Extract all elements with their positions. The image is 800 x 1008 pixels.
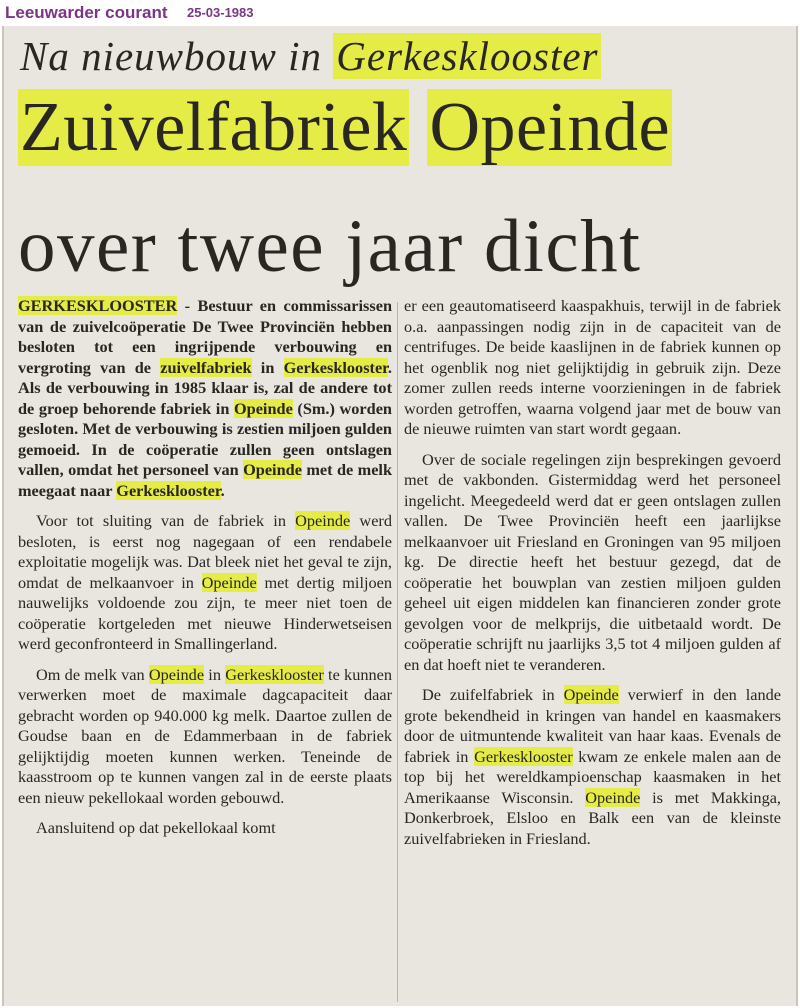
highlight-term: Gerkesklooster [116, 480, 221, 500]
headline-word-highlight-1: Zuivelfabriek [20, 89, 408, 166]
body-paragraph [18, 665, 392, 809]
highlight-term: Gerkesklooster [474, 746, 573, 766]
highlight-term: Opeinde [243, 460, 302, 479]
body-text: Aansluitend op dat pekellokaal komt [36, 818, 276, 837]
headline-word-highlight-2: Opeinde [429, 89, 671, 166]
headline-line-2: over twee jaar dicht [18, 205, 642, 288]
article-kicker [20, 32, 601, 80]
highlight-term: zuivelfabriek [160, 357, 252, 377]
column-divider [397, 302, 398, 1002]
highlight-term: Opeinde [233, 398, 293, 418]
kicker-place-highlight: Gerkesklooster [333, 33, 601, 79]
dateline: GERKESKLOOSTER [18, 296, 178, 315]
body-text: er een geautomatiseerd kaaspakhuis, terwijl in de fabriek o.a. aanpassingen nodig zijn in de capaciteit van de centrifuges. De beide kaaslijnen in de fabriek kunnen op het ogenblik nog niet gelijktijdig in gebruik zijn. Deze zomer zullen reeds interne voorzieningen in de fabriek worden getroffen, waarna volgend jaar met de bouw van de nieuwe ruimten van start wordt gegaan. [404, 296, 781, 438]
body-paragraph [18, 818, 392, 839]
body-text: werd besloten, is eerst nog nagegaan of een rendabele exploitatie mogelijk was. Dat bleek niet het geval te zijn, omdat de melkaanvoer in [18, 511, 392, 592]
body-text: Voor tot sluiting van de fabriek in [36, 511, 296, 530]
lead-text-4: (Sm.) worden gesloten. Met de verbouwing is zestien miljoen gulden gemoeid. In de coöperatie zullen geen ontslagen vallen, omdat het personeel van [18, 398, 392, 479]
lead-text-5: met de melk meegaat naar [18, 460, 393, 500]
publication-date: 25-03-1983 [187, 5, 254, 20]
body-text: verwierf in den lande grote bekendheid in kringen van handel en kaasmakers door de uitmuntende kwaliteit van haar kaas. Evenals de fabriek in [404, 685, 781, 766]
body-paragraph [404, 685, 781, 849]
body-text: met dertig miljoen nauwelijks voldoende zou zijn, te meer niet toen de coöperatie kortgeleden met nieuwe Hinderwetseisen werd geconfronteerd in Smallingerland. [18, 572, 392, 653]
article-column-left [18, 296, 392, 849]
lead-text-2: in [251, 357, 284, 377]
highlight-term: Gerkesklooster [225, 664, 324, 684]
highlight-term: Opeinde [585, 787, 641, 807]
body-paragraph [404, 296, 781, 440]
highlight-term: Gerkesklooster [283, 357, 388, 377]
kicker-text: Na nieuwbouw in [20, 33, 334, 79]
page-header [0, 0, 800, 26]
body-text: Over de sociale regelingen zijn besprekingen gevoerd met de vakbonden. Gistermiddag werd het personeel ingelicht. Meegedeeld werd dat er geen ontslagen zullen vallen. De Twee Provinciën heeft een jaarlijkse melkaanvoer uit Friesland en Groningen van 95 miljoen kg. De directie heeft het bestuur gezegd, dat de coöperatie het bouwplan van zestien miljoen gulden geheel uit eigen middelen kan financieren zonder grote gevolgen voor de melkprijs, die uitbetaald wordt. De coöperatie schrijft nu jaarlijks 3,5 tot 4 miljoen gulden af en dat hoeft niet te veranderen. [404, 449, 781, 674]
highlight-term: Opeinde [295, 511, 351, 530]
headline-line-1 [18, 88, 672, 168]
highlight-term: Opeinde [148, 664, 205, 684]
body-text: te kunnen verwerken moet de maximale dagcapaciteit daar gebracht worden op 940.000 kg melk. Daartoe zullen de Goudse baan en de Edammerbaan in de fabriek gelijktijdig moeten kunnen werken. Teneinde de kaasstroom op te kunnen vangen zal in de eerste plaats een nieuw pekellokaal worden gebouwd. [18, 664, 392, 807]
newspaper-name: Leeuwarder courant [5, 3, 168, 22]
lead-text-1: - Bestuur en commissarissen van de zuivelcoöperatie De Twee Provinciën hebben besloten tot een ingrijpende verbouwing en vergroting van de [18, 296, 392, 377]
lead-text-6: . [220, 480, 225, 500]
body-paragraph [18, 511, 392, 655]
highlight-term: Opeinde [563, 685, 619, 704]
body-text: is met Makkinga, Donkerbroek, Elsloo en Balk een van de kleinste zuivelfabrieken in Friesland. [404, 787, 782, 848]
body-text: De zuifelfabriek in [422, 685, 564, 704]
newspaper-clipping [2, 26, 798, 1006]
body-text: Om de melk van [36, 664, 149, 684]
lead-paragraph [18, 296, 392, 501]
body-text: in [204, 664, 226, 684]
highlight-term: Opeinde [201, 572, 257, 592]
lead-text-3: . Als de verbouwing in 1985 klaar is, zal de andere tot de groep behorende fabriek in [18, 357, 392, 418]
article-column-right [404, 296, 781, 859]
body-paragraph [404, 450, 781, 676]
body-text: kwam ze enkele malen aan de top bij het wereldkampioenschap kaasmaken in het Amerikaanse Wisconsin. [404, 746, 782, 807]
